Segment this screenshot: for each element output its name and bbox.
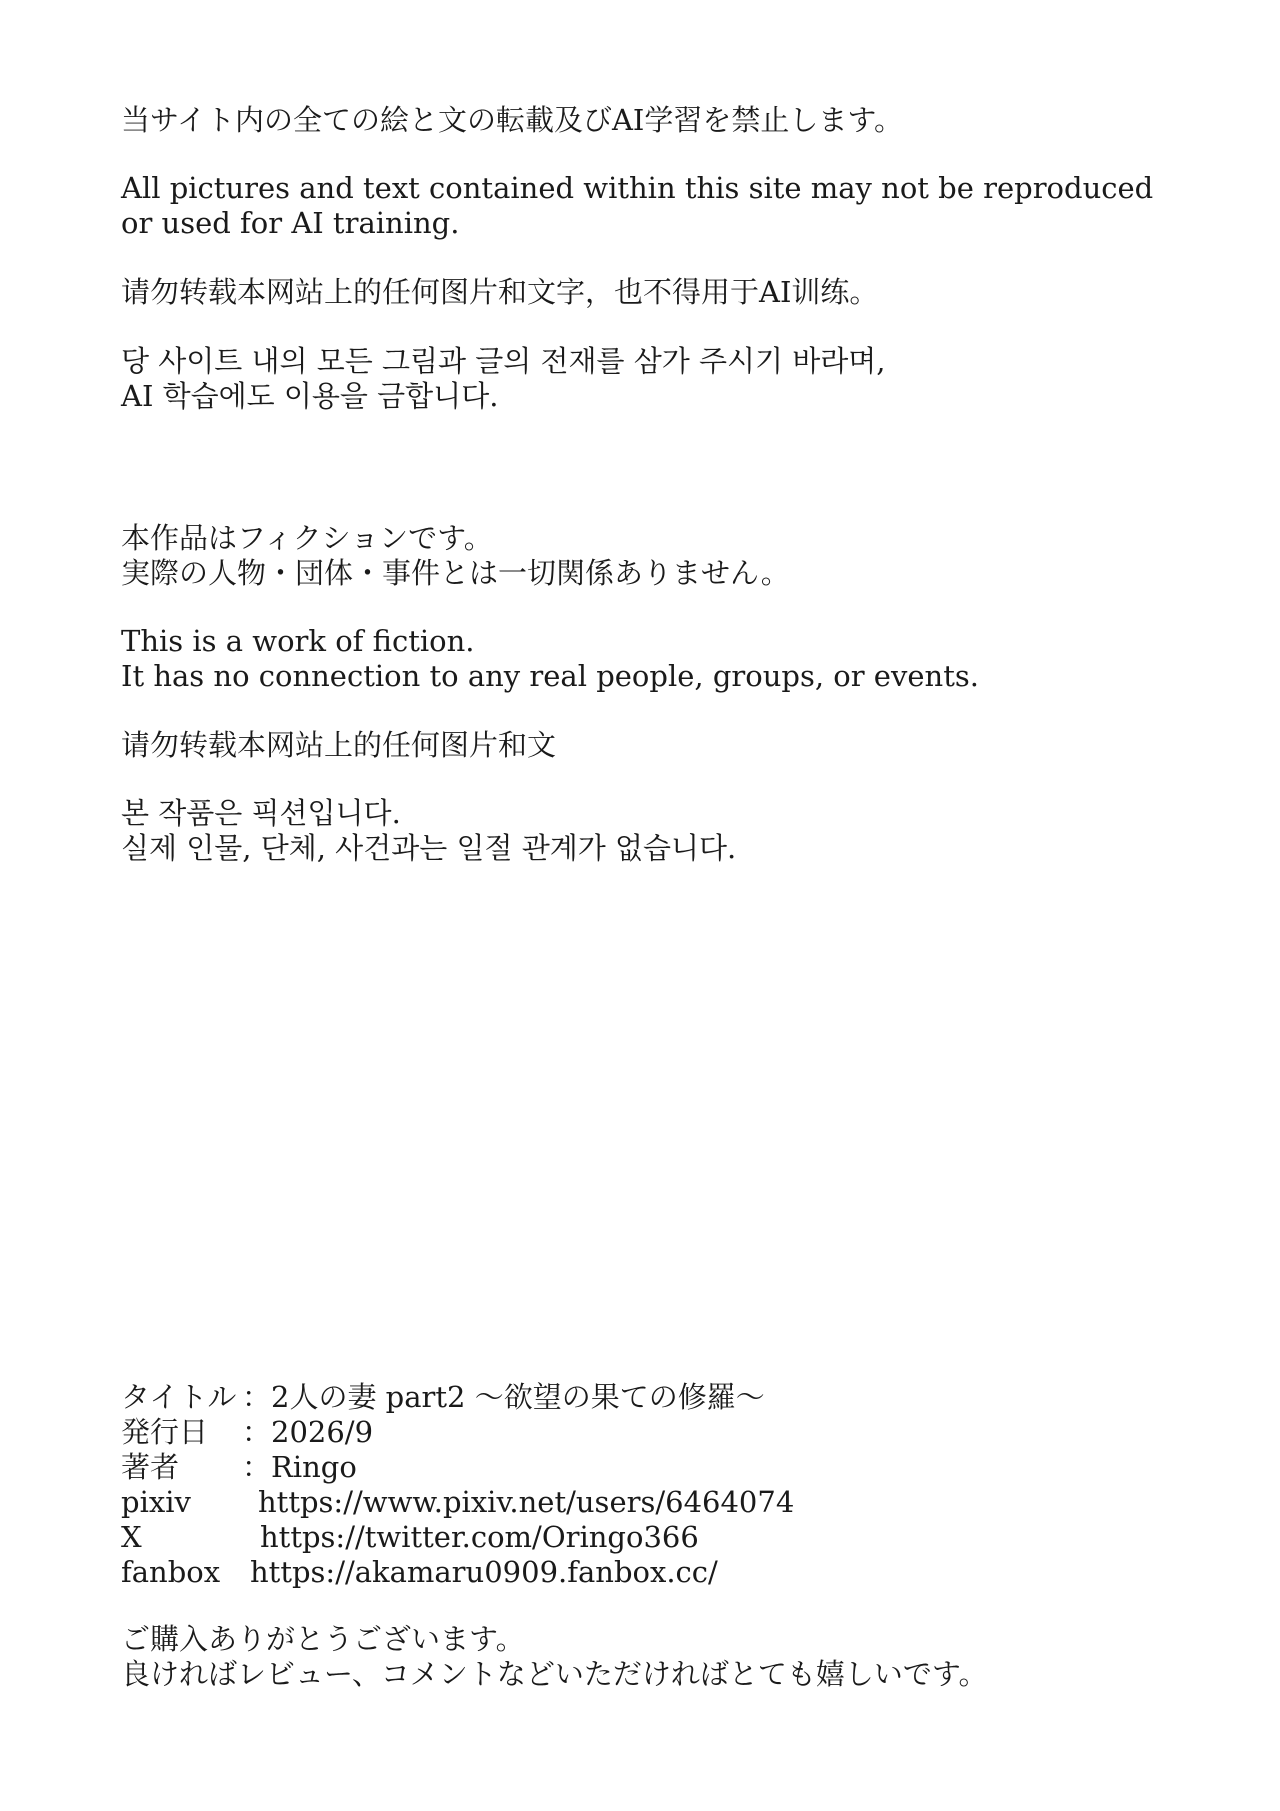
credit-label: X: [121, 1520, 142, 1554]
credit-row-author: [121, 1450, 1181, 1485]
fiction-notice-zh: [121, 728, 1181, 763]
thanks-message: [121, 1622, 1181, 1692]
credit-row-date: [121, 1415, 1181, 1450]
fanbox-url: https://akamaru0909.fanbox.cc/: [250, 1555, 718, 1589]
thanks-text: 良ければレビュー、コメントなどいただければとても嬉しいです。: [121, 1657, 988, 1691]
credit-label: タイトル: [121, 1380, 237, 1414]
credit-label: 著者: [121, 1450, 180, 1484]
credit-value: ：2人の妻 part2 ～欲望の果ての修羅～: [242, 1380, 765, 1414]
notice-text: or used for AI training.: [121, 206, 460, 240]
fiction-notice-ja: [121, 521, 1181, 591]
notice-text: AI 학습에도 이용을 금합니다.: [121, 379, 499, 413]
credit-label: pixiv: [121, 1485, 191, 1519]
credit-row-fanbox: [121, 1555, 1181, 1590]
credit-row-title: [121, 1380, 1181, 1415]
notice-text: 실제 인물, 단체, 사건과는 일절 관계가 없습니다.: [121, 831, 737, 865]
pixiv-url: https://www.pixiv.net/users/6464074: [258, 1485, 795, 1519]
notice-text: 당 사이트 내의 모든 그림과 글의 전재를 삼가 주시기 바라며,: [121, 344, 886, 378]
notice-text: 请勿转载本网站上的任何图片和文字，也不得用于AI训练。: [121, 275, 879, 309]
credit-row-x: [121, 1520, 1181, 1555]
notice-text: 本作品はフィクションです。: [121, 521, 493, 555]
thanks-text: ご購入ありがとうございます。: [121, 1622, 525, 1656]
credit-value: ：2026/9: [242, 1415, 374, 1449]
notice-text: 実際の人物・団体・事件とは一切関係ありません。: [121, 556, 790, 590]
copyright-notice-en: [121, 171, 1181, 241]
credit-label: 発行日: [121, 1415, 209, 1449]
fiction-notice-en: [121, 624, 1181, 694]
notice-text: This is a work of fiction.: [121, 624, 475, 658]
notice-text: 请勿转载本网站上的任何图片和文: [121, 728, 557, 762]
fiction-notice-ko: [121, 796, 1181, 866]
credit-row-pixiv: [121, 1485, 1181, 1520]
credit-value: ：Ringo: [242, 1450, 357, 1484]
notice-text: 当サイト内の全ての絵と文の転載及びAI学習を禁止します。: [121, 103, 904, 137]
notice-text: It has no connection to any real people, groups, or events.: [121, 659, 979, 693]
credits-block: [121, 1380, 1181, 1590]
copyright-notice-ja: [121, 103, 1181, 138]
copyright-notice-zh: [121, 275, 1181, 310]
copyright-notice-ko: [121, 344, 1181, 414]
notice-text: 본 작품은 픽션입니다.: [121, 796, 401, 830]
notice-text: All pictures and text contained within this site may not be reproduced: [121, 171, 1154, 205]
credit-label: fanbox: [121, 1555, 221, 1589]
x-url: https://twitter.com/Oringo366: [260, 1520, 699, 1554]
